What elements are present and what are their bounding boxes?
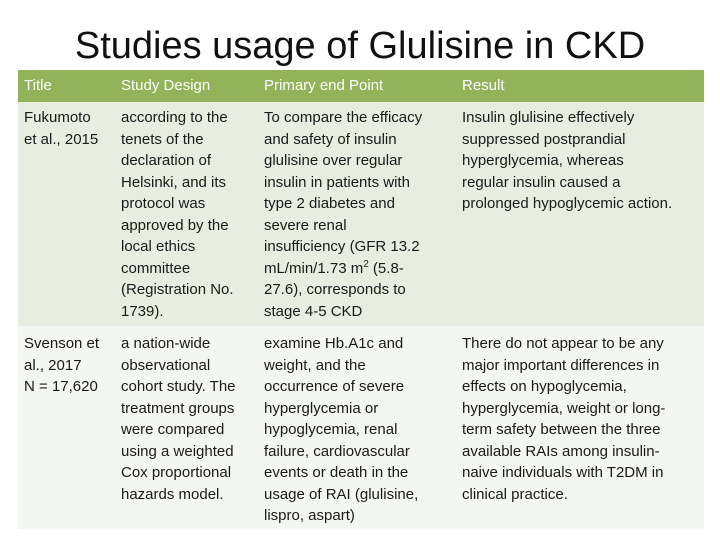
cell-line: 1739). <box>121 302 164 320</box>
cell-line: suppressed postprandial <box>462 130 626 148</box>
superscript: 2 <box>363 258 369 270</box>
cell-primary-end-point <box>258 326 456 529</box>
cell-line: N = 17,620 <box>24 378 98 395</box>
cell-line: hypoglycemia, renal <box>264 421 398 438</box>
cell-line: term safety between the three <box>462 421 661 438</box>
cell-line: et al., 2015 <box>24 130 99 148</box>
cell-line: severe renal <box>264 216 347 234</box>
cell-line: approved by the <box>121 216 229 234</box>
cell-line: usage of RAI (glulisine, <box>264 485 419 503</box>
cell-line: stage 4-5 CKD <box>264 302 363 320</box>
cell-line: cohort study. The <box>121 378 236 395</box>
cell-line: observational <box>121 356 211 374</box>
cell-line: clinical practice. <box>462 485 568 503</box>
cell-title <box>18 326 115 529</box>
cell-line: naive individuals with T2DM in <box>462 464 664 481</box>
studies-table <box>18 70 704 529</box>
cell-line: hyperglycemia, whereas <box>462 152 624 169</box>
cell-line: To compare the efficacy <box>264 109 423 126</box>
cell-line: lispro, aspart) <box>264 507 355 524</box>
cell-line: glulisine over regular <box>264 152 403 169</box>
cell-line: major important differences in <box>462 356 660 374</box>
cell-line: Cox proportional <box>121 464 232 481</box>
cell-line: insulin in patients with <box>264 173 410 191</box>
table-row <box>18 326 704 529</box>
cell-line: hyperglycemia or <box>264 399 379 417</box>
cell-result <box>456 102 704 326</box>
cell-title <box>18 102 115 326</box>
cell-study-design <box>115 102 258 326</box>
cell-line-with-superscript <box>264 258 450 280</box>
cell-line: prolonged hypoglycemic action. <box>462 195 673 212</box>
cell-line: weight, and the <box>264 356 366 374</box>
slide-title: Studies usage of Glulisine in CKD <box>74 25 646 67</box>
cell-line: Insulin glulisine effectively <box>462 109 635 126</box>
cell-line: available RAIs among insulin- <box>462 442 660 460</box>
cell-line: There do not appear to be any <box>462 335 664 352</box>
cell-line: Helsinki, and its <box>121 173 227 191</box>
cell-line: Fukumoto <box>24 109 91 126</box>
cell-line: and safety of insulin <box>264 130 397 148</box>
cell-line: local ethics <box>121 238 196 255</box>
cell-study-design <box>115 326 258 529</box>
table-row <box>18 102 704 326</box>
cell-line: declaration of <box>121 152 212 169</box>
cell-line: al., 2017 <box>24 356 82 374</box>
cell-line: failure, cardiovascular <box>264 442 410 460</box>
cell-line: (Registration No. <box>121 281 234 298</box>
cell-line: using a weighted <box>121 442 234 460</box>
cell-line: Svenson et <box>24 335 100 352</box>
cell-line: treatment groups <box>121 399 235 417</box>
cell-line: occurrence of severe <box>264 378 405 395</box>
cell-line: committee <box>121 259 191 277</box>
header-result: Result <box>456 70 704 102</box>
cell-line: hazards model. <box>121 485 224 503</box>
cell-line: hyperglycemia, weight or long- <box>462 399 666 417</box>
cell-line: insufficiency (GFR 13.2 <box>264 238 420 255</box>
range-text: (5.8- <box>368 259 404 277</box>
cell-line: examine Hb.A1c and <box>264 335 404 352</box>
cell-line: events or death in the <box>264 464 409 481</box>
cell-result <box>456 326 704 529</box>
header-primary-end-point: Primary end Point <box>258 70 456 102</box>
header-study-design: Study Design <box>115 70 258 102</box>
cell-line: effects on hypoglycemia, <box>462 378 627 395</box>
unit-text: mL/min/1.73 m <box>264 259 364 277</box>
cell-line: a nation-wide <box>121 335 211 352</box>
cell-line: 27.6), corresponds to <box>264 281 406 298</box>
cell-line: tenets of the <box>121 130 204 148</box>
cell-line: protocol was <box>121 195 206 212</box>
cell-primary-end-point <box>258 102 456 326</box>
header-title: Title <box>18 70 115 102</box>
cell-line: type 2 diabetes and <box>264 195 395 212</box>
cell-line: according to the <box>121 109 228 126</box>
cell-line: regular insulin caused a <box>462 173 621 191</box>
cell-line: were compared <box>121 421 225 438</box>
table-header-row <box>18 70 704 102</box>
